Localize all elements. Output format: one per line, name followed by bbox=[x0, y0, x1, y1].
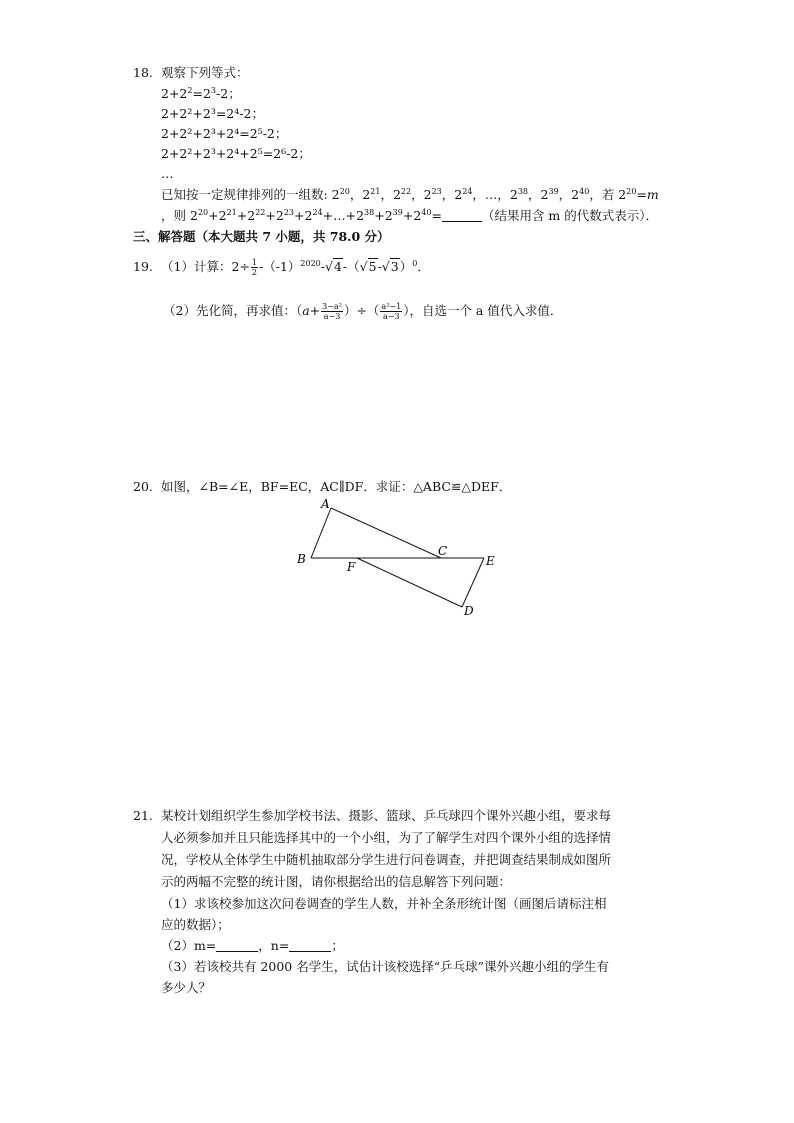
segment-AB bbox=[311, 508, 331, 558]
q20-text: 如图，∠B=∠E，BF=EC，AC∥DF．求证：△ABC≌△DEF． bbox=[161, 479, 512, 494]
point-label-A: A bbox=[321, 497, 330, 511]
fraction: $\frac{\text{3−a²}}{a-3}$ bbox=[322, 302, 342, 321]
section-3-title: 三、解答题（本大题共 7 小题，共 78.0 分） bbox=[133, 229, 390, 244]
q20-number: 20. bbox=[133, 479, 153, 494]
point-label-C: C bbox=[438, 544, 448, 558]
q19-part-2: （2）先化简，再求值：（a+ $\frac{\text{3−a²}}{a-3}$ ）÷（ $\frac{\text{a²−1}}{a-3}$ ），自选一个 a 值代入求值． bbox=[163, 302, 563, 321]
fraction: $\frac{\text{a²−1}}{a-3}$ bbox=[381, 302, 402, 321]
point-label-B: B bbox=[297, 552, 306, 566]
segment-ED bbox=[462, 558, 484, 607]
q19-number: 19. bbox=[133, 259, 153, 274]
n-answer-blank[interactable] bbox=[289, 939, 331, 952]
geometry-figure bbox=[0, 495, 794, 635]
q21-number: 21. bbox=[133, 808, 153, 823]
q18-intro: 观察下列等式： bbox=[161, 65, 249, 80]
point-label-F: F bbox=[347, 560, 356, 574]
q18-number: 18. bbox=[133, 65, 153, 80]
q19-part-1: （1）计算：2÷ $\frac{1}{2}$ $-(-1)^{2020}-√4-(√5-√3)^0$． bbox=[161, 258, 430, 277]
q21-subquestion-1a: （1）求该校参加这次问卷调查的学生人数，并补全条形统计图（画图后请标注相 bbox=[161, 896, 607, 911]
segment-FD bbox=[357, 558, 462, 607]
q21-paragraph-line-4: 示的两幅不完整的统计图，请你根据给出的信息解答下列问题： bbox=[161, 874, 512, 889]
point-label-E: E bbox=[486, 554, 495, 568]
q18-question: ，则 $2^{20}+2^{21}+2^{22}+2^{23}+2^{24}+\dots+2^{38}+2^{39}+2^{40}=$ （结果用含 m 的代数式表示）． bbox=[161, 208, 659, 223]
point-label-D: D bbox=[464, 604, 474, 618]
fraction: $\frac{1}{2}$ bbox=[251, 258, 257, 277]
q18-ellipsis: … bbox=[161, 166, 174, 181]
q21-paragraph-line-2: 人必须参加并且只能选择其中的一个小组，为了了解学生对四个课外小组的选择情 bbox=[161, 830, 612, 845]
q18-equation-4: 2+2²+2³+2⁴+2⁵=2⁶-2； bbox=[161, 146, 311, 161]
q18-known-sequence: 已知按一定规律排列的一组数: $2^{20}$，$2^{21}$，$2^{22}$，$2^{23}$，$2^{24}$，…，$2^{38}$，$2^{39}$，$2^{40}$，若 $2^{20}=m$ bbox=[161, 187, 659, 202]
segment-AC bbox=[331, 508, 441, 558]
m-answer-blank[interactable] bbox=[216, 939, 258, 952]
q18-equation-1: $2+2^2=2^3-2$； bbox=[161, 86, 241, 101]
q18-equation-3: 2+2²+2³+2⁴=2⁵-2； bbox=[161, 126, 288, 141]
q21-subquestion-3b: 多少人？ bbox=[161, 980, 212, 995]
answer-blank[interactable] bbox=[442, 209, 482, 222]
q21-paragraph-line-1: 某校计划组织学生参加学校书法、摄影、篮球、乒乓球四个课外兴趣小组，要求每 bbox=[161, 808, 612, 823]
q21-subquestion-1b: 应的数据）； bbox=[161, 917, 230, 932]
q21-subquestion-3a: （3）若该校共有 2000 名学生，试估计该校选择“乒乓球”课外兴趣小组的学生有 bbox=[161, 959, 609, 974]
q21-subquestion-2: （2）m= ，n= ； bbox=[161, 938, 344, 953]
q21-paragraph-line-3: 况，学校从全体学生中随机抽取部分学生进行问卷调查，并把调查结果制成如图所 bbox=[161, 852, 612, 867]
q18-equation-2: 2+2²+2³=2⁴-2； bbox=[161, 106, 264, 121]
